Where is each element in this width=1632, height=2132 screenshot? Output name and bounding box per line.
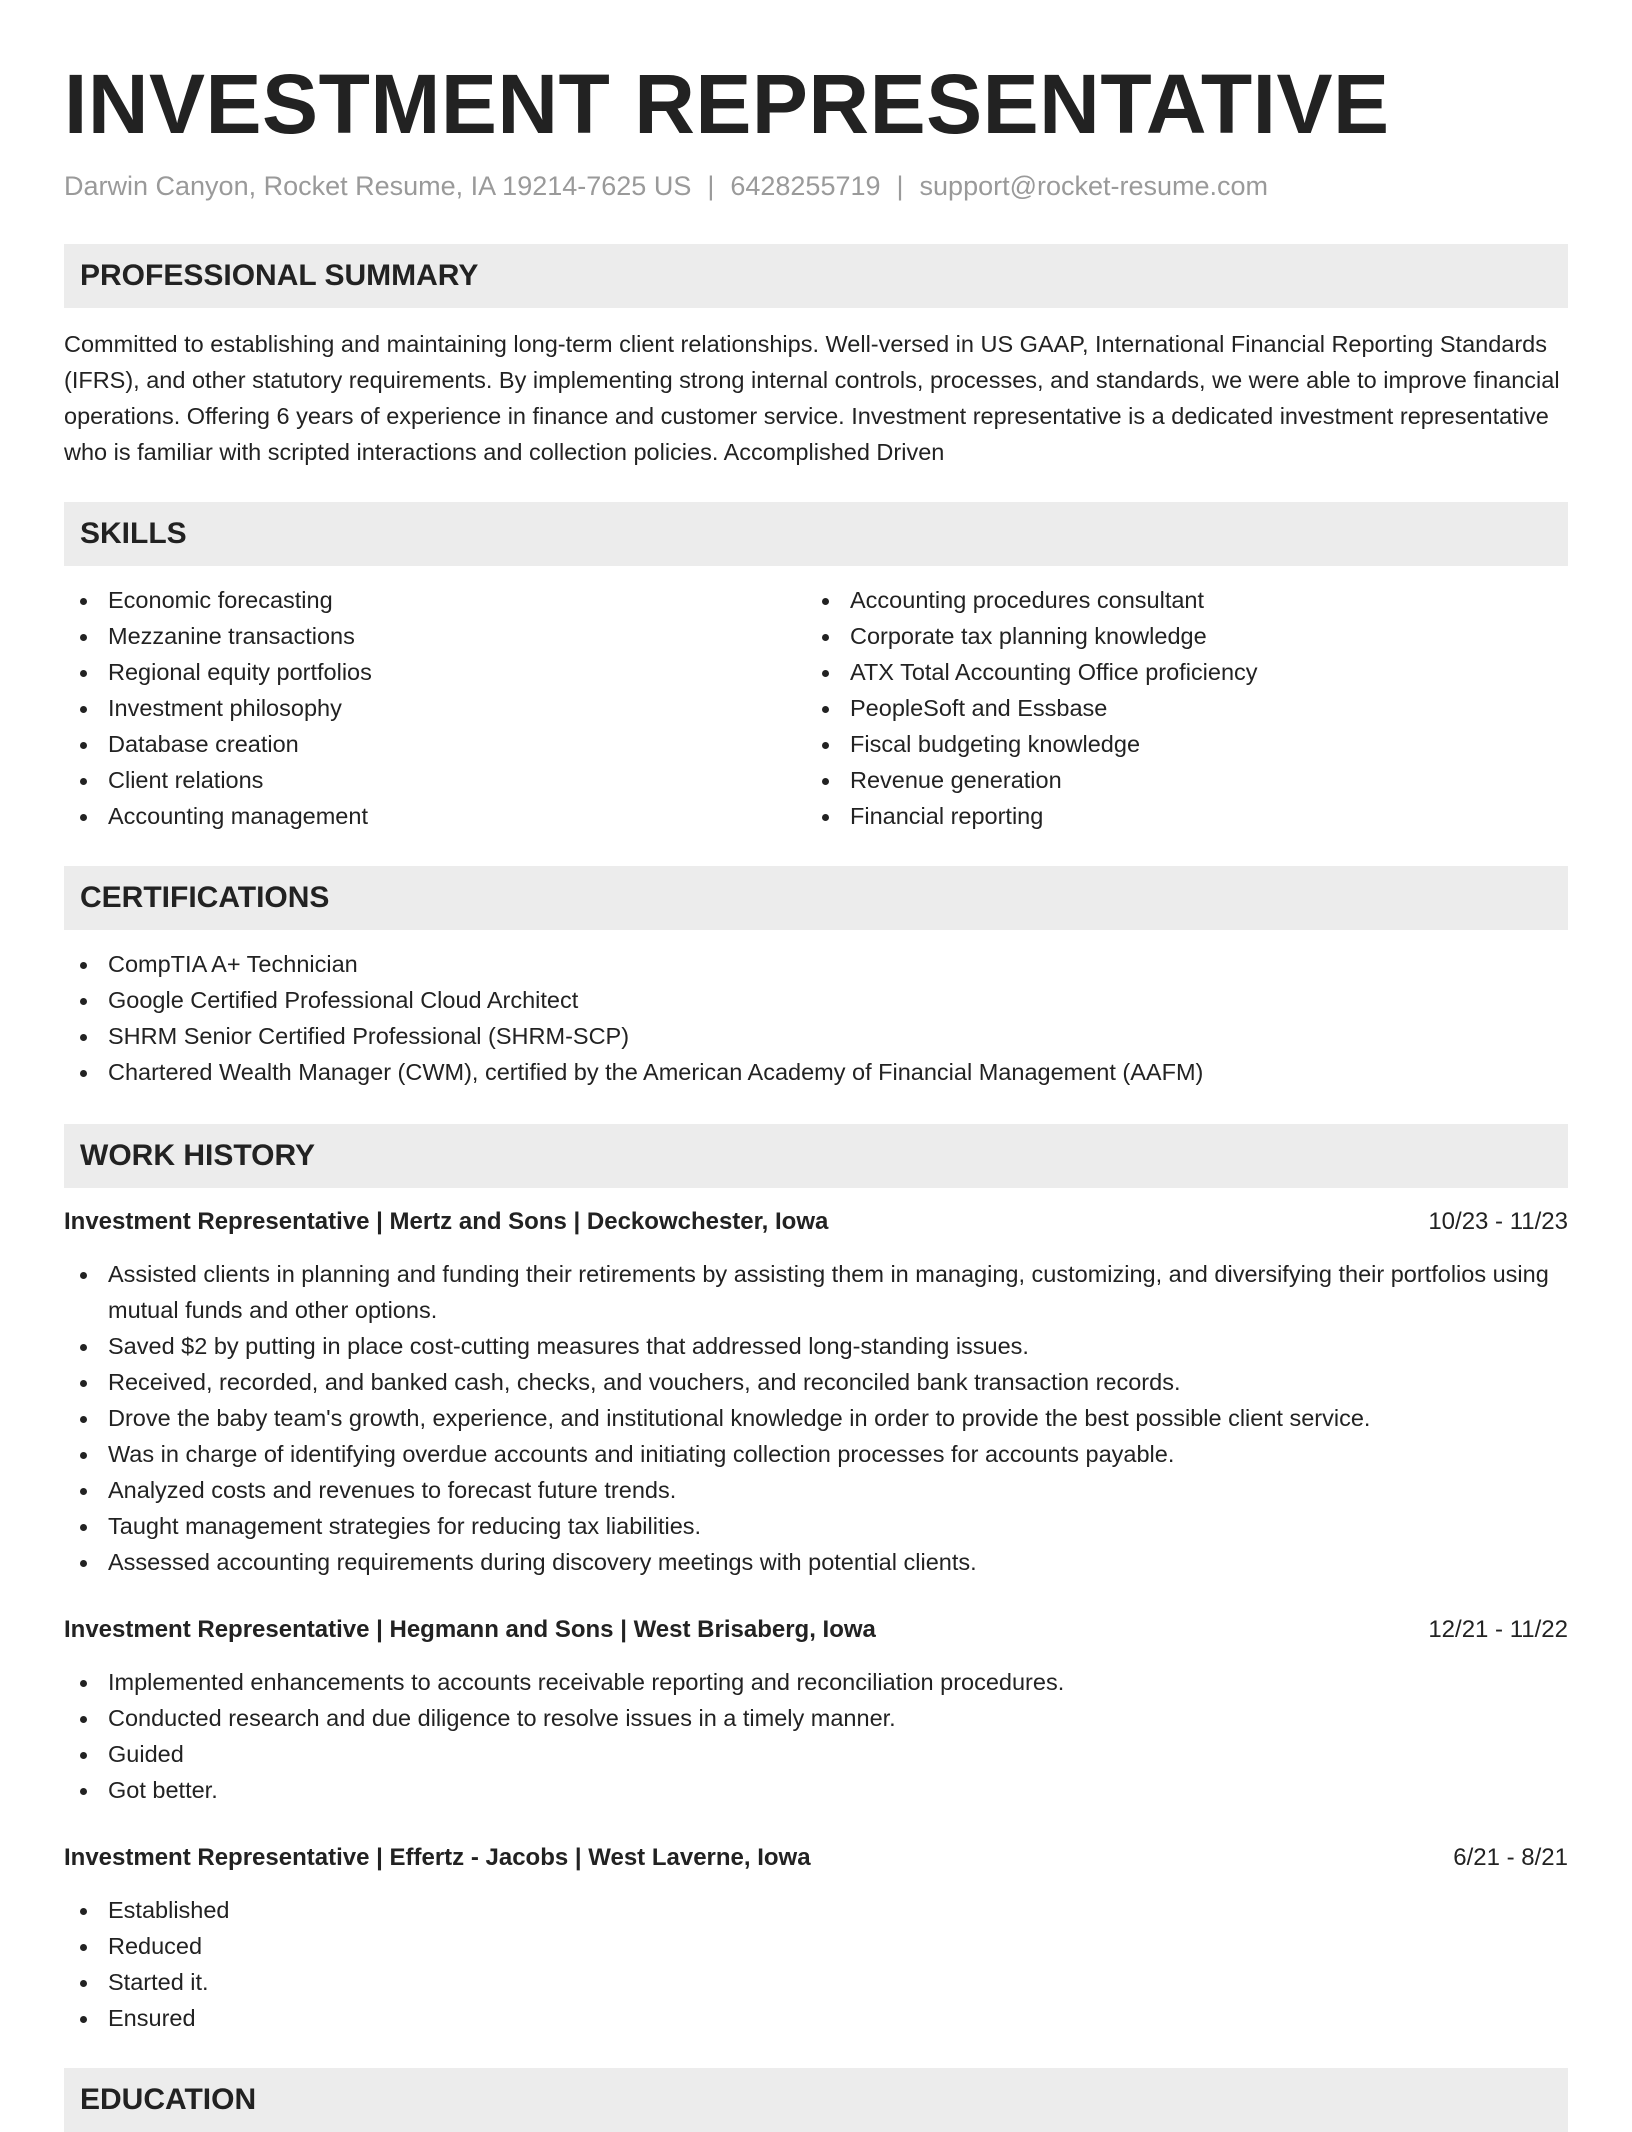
- skill-item: Regional equity portfolios: [64, 654, 806, 690]
- skill-item: Investment philosophy: [64, 690, 806, 726]
- job-bullet: Established: [64, 1892, 1568, 1928]
- job-dates: 6/21 - 8/21: [1453, 1844, 1568, 1871]
- skill-item: PeopleSoft and Essbase: [806, 690, 1548, 726]
- skill-item: Accounting procedures consultant: [806, 582, 1548, 618]
- job-dates: 10/23 - 11/23: [1428, 1208, 1568, 1235]
- contact-separator: |: [896, 171, 904, 201]
- job-bullets: [64, 1892, 1568, 2036]
- skill-item: Revenue generation: [806, 762, 1548, 798]
- job-bullet: Guided: [64, 1736, 1568, 1772]
- job-entry: [64, 1204, 1568, 1580]
- job-bullets: [64, 1256, 1568, 1580]
- skills-section: [64, 502, 1568, 834]
- certifications-section: [64, 866, 1568, 1090]
- contact-line: [64, 168, 1568, 204]
- job-bullet: Implemented enhancements to accounts receivable reporting and reconciliation procedures.: [64, 1664, 1568, 1700]
- certifications-heading: CERTIFICATIONS: [64, 866, 1568, 930]
- job-bullet: Drove the baby team's growth, experience, and institutional knowledge in order to provide the best possible client service.: [64, 1400, 1568, 1436]
- job-bullet: Conducted research and due diligence to resolve issues in a timely manner.: [64, 1700, 1568, 1736]
- skills-grid: [64, 582, 1568, 834]
- skill-item: Financial reporting: [806, 798, 1548, 834]
- job-bullet: Taught management strategies for reducing tax liabilities.: [64, 1508, 1568, 1544]
- job-bullet: Was in charge of identifying overdue accounts and initiating collection processes for accounts payable.: [64, 1436, 1568, 1472]
- work-history-heading: WORK HISTORY: [64, 1124, 1568, 1188]
- job-bullet: Analyzed costs and revenues to forecast future trends.: [64, 1472, 1568, 1508]
- skill-item: ATX Total Accounting Office proficiency: [806, 654, 1548, 690]
- resume-page: [64, 0, 1568, 2132]
- job-bullets: [64, 1664, 1568, 1808]
- job-title: Investment Representative | Mertz and Sons | Deckowchester, Iowa: [64, 1208, 829, 1235]
- job-header: [64, 1840, 1568, 1876]
- job-title: Investment Representative | Effertz - Jacobs | West Laverne, Iowa: [64, 1844, 811, 1871]
- contact-phone: 6428255719: [730, 171, 881, 201]
- certification-item: Chartered Wealth Manager (CWM), certified by the American Academy of Financial Management (AAFM): [64, 1054, 1568, 1090]
- job-bullet: Saved $2 by putting in place cost-cutting measures that addressed long-standing issues.: [64, 1328, 1568, 1364]
- summary-section: [64, 244, 1568, 470]
- education-section: [64, 2068, 1568, 2132]
- contact-address: Darwin Canyon, Rocket Resume, IA 19214-7625 US: [64, 171, 692, 201]
- skills-heading: SKILLS: [64, 502, 1568, 566]
- job-entry: [64, 1840, 1568, 2036]
- skill-item: Economic forecasting: [64, 582, 806, 618]
- work-history-section: [64, 1124, 1568, 2036]
- job-bullet: Assessed accounting requirements during discovery meetings with potential clients.: [64, 1544, 1568, 1580]
- contact-email: support@rocket-resume.com: [919, 171, 1269, 201]
- candidate-name: INVESTMENT REPRESENTATIVE: [64, 57, 1390, 151]
- certification-item: SHRM Senior Certified Professional (SHRM-SCP): [64, 1018, 1568, 1054]
- skill-item: Fiscal budgeting knowledge: [806, 726, 1548, 762]
- certification-item: CompTIA A+ Technician: [64, 946, 1568, 982]
- summary-heading: PROFESSIONAL SUMMARY: [64, 244, 1568, 308]
- skill-item: Corporate tax planning knowledge: [806, 618, 1548, 654]
- summary-text: Committed to establishing and maintaining long-term client relationships. Well-versed in US GAAP, International Financial Reporting Standards (IFRS), and other statutory requirements. By implementing strong internal controls, processes, and standards, we were able to improve financial operations. Offering 6 years of experience in finance and customer service. Investment representative is a dedicated investment representative who is familiar with scripted interactions and collection policies. Accomplished Driven: [64, 331, 1560, 465]
- skill-item: Mezzanine transactions: [64, 618, 806, 654]
- skill-item: Client relations: [64, 762, 806, 798]
- job-dates: 12/21 - 11/22: [1428, 1616, 1568, 1643]
- job-bullet: Received, recorded, and banked cash, checks, and vouchers, and reconciled bank transaction records.: [64, 1364, 1568, 1400]
- job-bullet: Got better.: [64, 1772, 1568, 1808]
- job-header: [64, 1612, 1568, 1648]
- contact-separator: |: [707, 171, 715, 201]
- job-bullet: Ensured: [64, 2000, 1568, 2036]
- skill-item: Accounting management: [64, 798, 806, 834]
- job-entry: [64, 1612, 1568, 1808]
- skills-list-left: [64, 582, 806, 834]
- job-title: Investment Representative | Hegmann and Sons | West Brisaberg, Iowa: [64, 1616, 876, 1643]
- skills-list-right: [806, 582, 1548, 834]
- certifications-list: [64, 946, 1568, 1090]
- education-heading: EDUCATION: [64, 2068, 1568, 2132]
- job-bullet: Reduced: [64, 1928, 1568, 1964]
- job-header: [64, 1204, 1568, 1240]
- job-bullet: Assisted clients in planning and funding their retirements by assisting them in managing, customizing, and diversifying their portfolios using mutual funds and other options.: [64, 1256, 1568, 1328]
- job-bullet: Started it.: [64, 1964, 1568, 2000]
- skill-item: Database creation: [64, 726, 806, 762]
- certification-item: Google Certified Professional Cloud Architect: [64, 982, 1568, 1018]
